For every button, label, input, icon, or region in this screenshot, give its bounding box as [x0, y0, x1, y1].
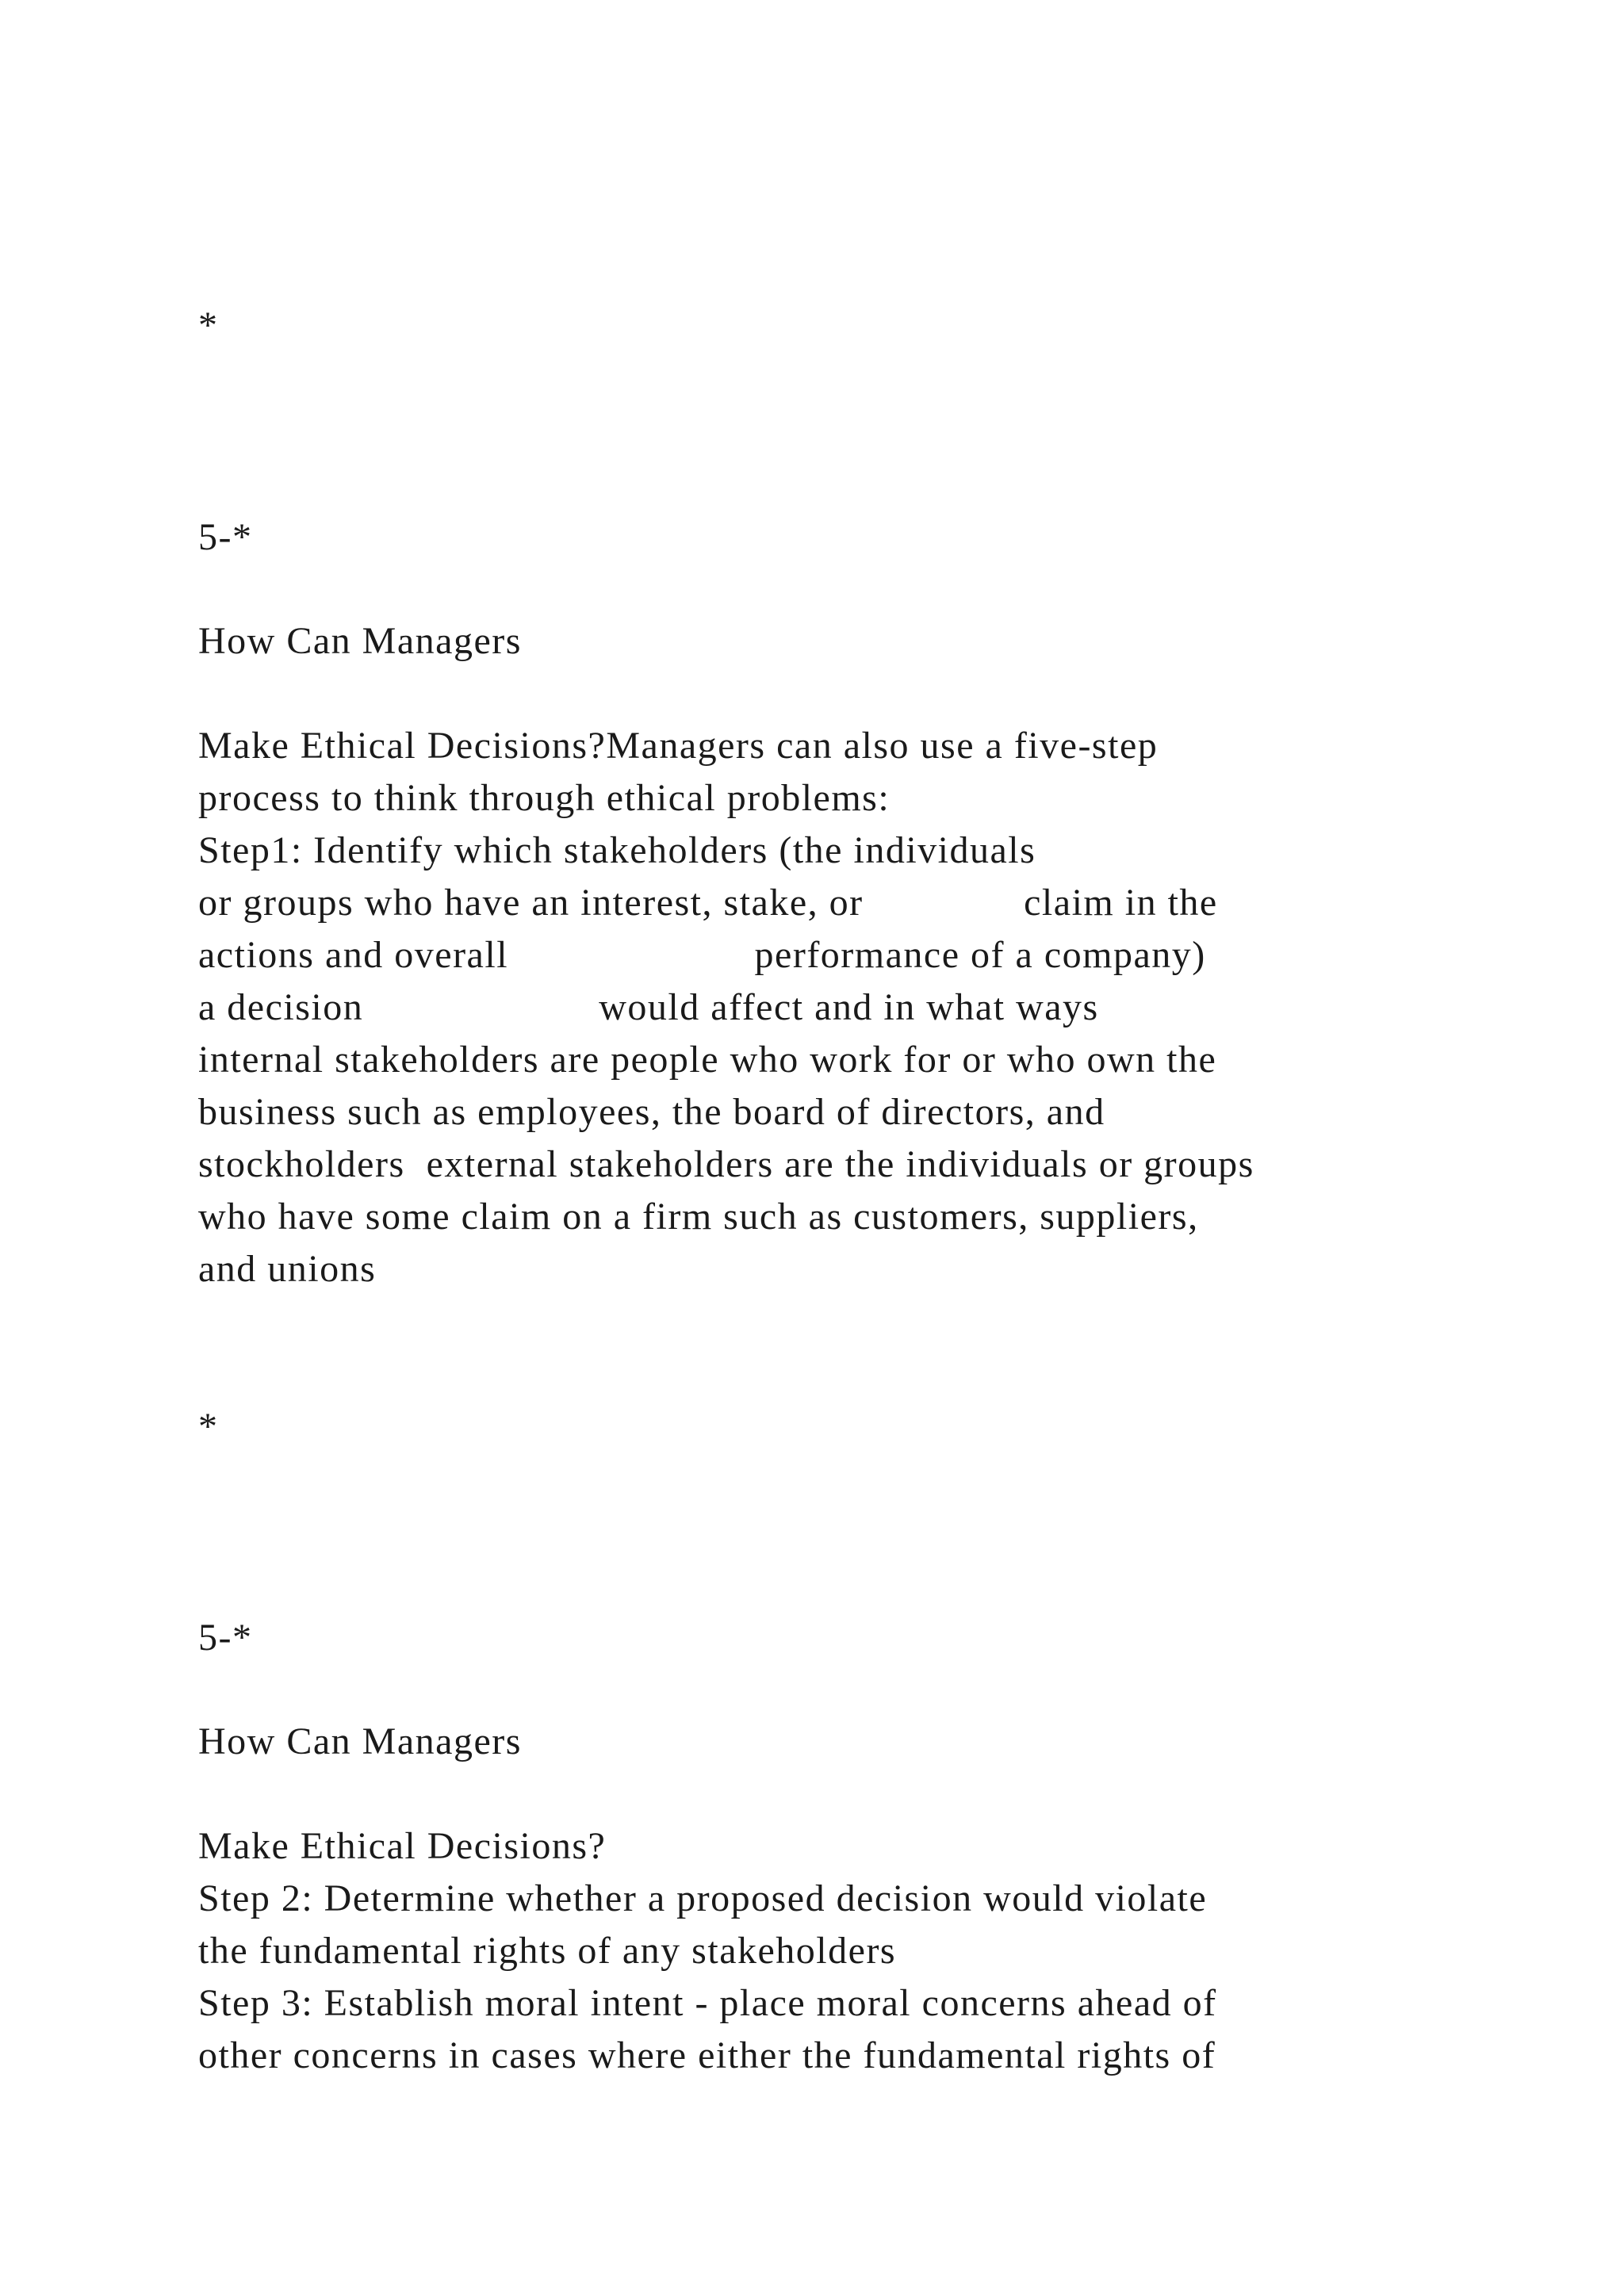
body-line: Make Ethical Decisions?Managers can also use a five-step [198, 725, 1159, 767]
body-line: other concerns in cases where either the fundamental rights of [198, 2034, 1216, 2076]
body-line: Step 2: Determine whether a proposed decision would violate [198, 1877, 1208, 1919]
body-line: Step 3: Establish moral intent - place moral concerns ahead of [198, 1982, 1217, 2024]
body-line: Step1: Identify which stakeholders (the individuals [198, 829, 1036, 871]
body-line: a decision would affect and in what ways [198, 986, 1099, 1028]
body-line: actions and overall performance of a company) [198, 934, 1206, 976]
body-line: process to think through ethical problems: [198, 777, 891, 819]
body-line: the fundamental rights of any stakeholders [198, 1930, 897, 1972]
body-line: who have some claim on a firm such as customers, suppliers, [198, 1196, 1199, 1238]
asterisk-marker: * [198, 304, 219, 346]
body-line: or groups who have an interest, stake, or claim in the [198, 882, 1218, 924]
body-line: Make Ethical Decisions? [198, 1825, 607, 1867]
body-line: stockholders external stakeholders are the individuals or groups [198, 1143, 1254, 1185]
slide-number: 5-* [198, 516, 253, 558]
body-line: and unions [198, 1248, 377, 1290]
slide-number: 5-* [198, 1617, 253, 1659]
slide-title: How Can Managers [198, 620, 522, 662]
slide-title: How Can Managers [198, 1720, 522, 1762]
body-line: business such as employees, the board of directors, and [198, 1091, 1105, 1133]
body-line: internal stakeholders are people who work for or who own the [198, 1039, 1217, 1081]
asterisk-marker: * [198, 1406, 219, 1448]
